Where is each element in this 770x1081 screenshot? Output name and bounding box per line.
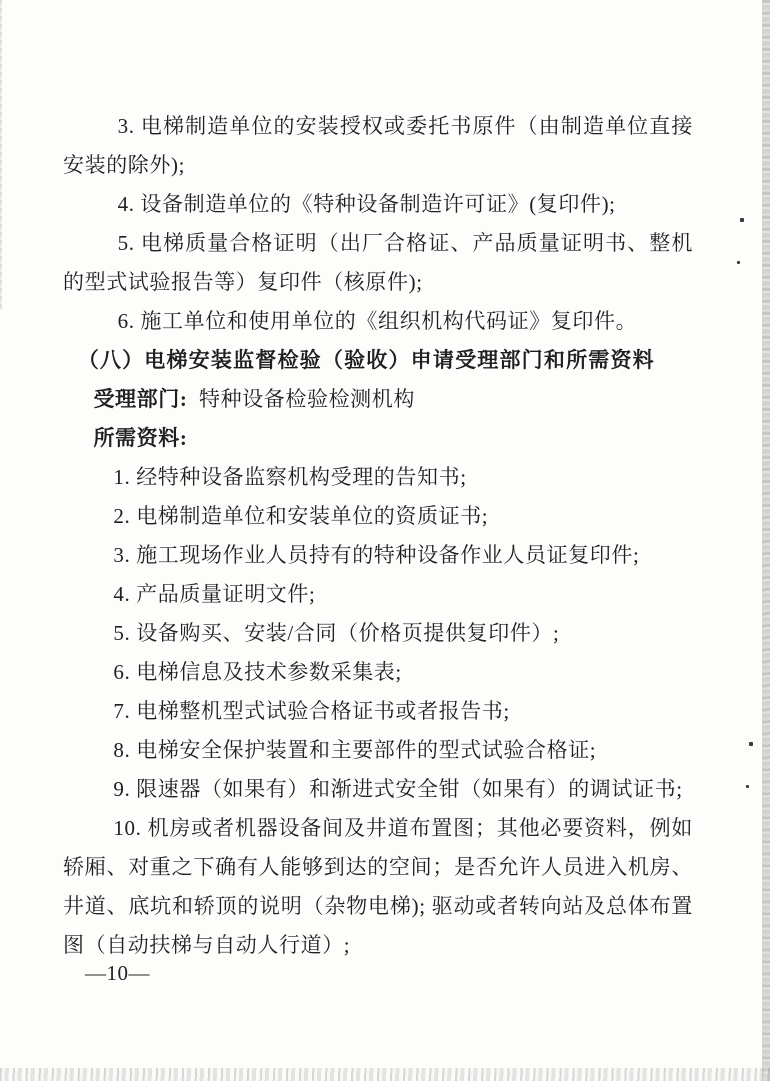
material-item-4: 4. 产品质量证明文件; (113, 582, 316, 606)
list-item-4: 4. 设备制造单位的《特种设备制造许可证》(复印件); (117, 192, 616, 216)
document-body (63, 107, 693, 965)
list-item-6: 6. 施工单位和使用单位的《组织机构代码证》复印件。 (117, 309, 638, 333)
material-item-7: 7. 电梯整机型式试验合格证书或者报告书; (113, 699, 510, 723)
material-item-6: 6. 电梯信息及技术参数采集表; (113, 660, 402, 684)
ink-speck (737, 261, 740, 264)
list-item-5: 5. 电梯质量合格证明（出厂合格证、产品质量证明书、整机的型式试验报告等）复印件（核原件); (63, 231, 693, 294)
page-number: —10— (85, 961, 150, 985)
accepting-department-value: 特种设备检验检测机构 (198, 387, 415, 411)
ink-speck (749, 742, 753, 746)
accepting-department-label: 受理部门: (93, 387, 188, 411)
ink-speck (746, 785, 749, 788)
material-item-3: 3. 施工现场作业人员持有的特种设备作业人员证复印件; (113, 543, 640, 567)
scan-edge-right-band (762, 0, 770, 1081)
list-item-3: 3. 电梯制造单位的安装授权或委托书原件（由制造单位直接安装的除外); (63, 114, 693, 177)
material-item-10: 10. 机房或者机器设备间及井道布置图；其他必要资料，例如轿厢、对重之下确有人能够到达的空间；是否允许人员进入机房、井道、底坑和轿顶的说明（杂物电梯); 驱动或者转向站及总体布置图（自动扶梯与自动人行道）; (63, 816, 693, 957)
scan-edge-left-band (0, 0, 2, 310)
scan-edge-bottom-band (0, 1068, 770, 1081)
material-item-8: 8. 电梯安全保护装置和主要部件的型式试验合格证; (113, 738, 597, 762)
ink-speck (740, 218, 744, 222)
section-heading: （八）电梯安装监督检验（验收）申请受理部门和所需资料 (77, 348, 655, 372)
material-item-9: 9. 限速器（如果有）和渐进式安全钳（如果有）的调试证书; (113, 777, 683, 801)
required-materials-label: 所需资料: (93, 426, 188, 450)
material-item-1: 1. 经特种设备监察机构受理的告知书; (113, 465, 467, 489)
material-item-5: 5. 设备购买、安装/合同（价格页提供复印件）; (113, 621, 560, 645)
accepting-department-line (63, 380, 693, 419)
material-item-2: 2. 电梯制造单位和安装单位的资质证书; (113, 504, 489, 528)
